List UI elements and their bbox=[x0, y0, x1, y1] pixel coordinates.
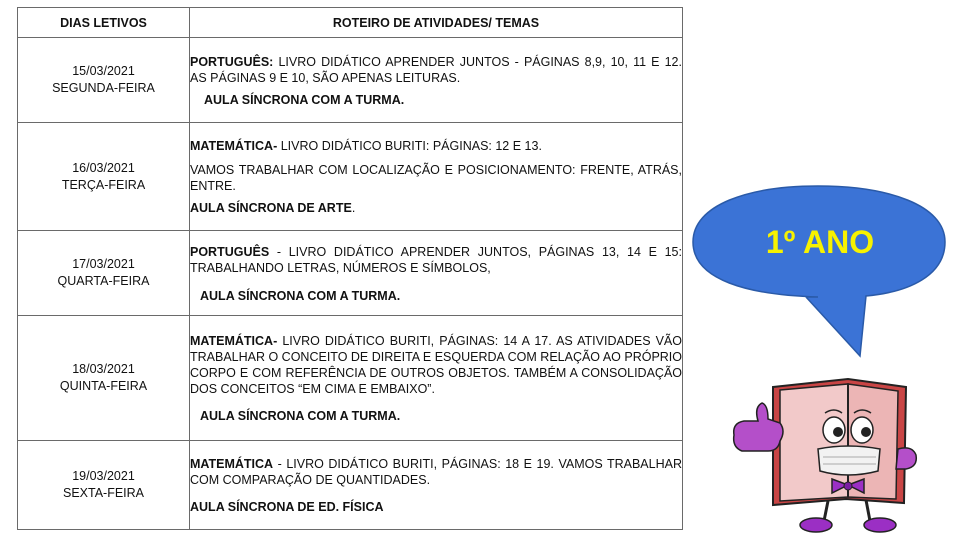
weekday: SEXTA-FEIRA bbox=[62, 486, 145, 500]
date-cell bbox=[18, 123, 190, 231]
activity-cell bbox=[190, 316, 683, 441]
table-row bbox=[18, 441, 683, 530]
date: 17/03/2021 bbox=[72, 257, 135, 271]
table-row bbox=[18, 231, 683, 316]
activity-text: LIVRO DIDÁTICO BURITI: PÁGINAS: 12 E 13. bbox=[280, 139, 542, 153]
sync-note: AULA SÍNCRONA COM A TURMA. bbox=[200, 288, 401, 303]
activity-text: LIVRO DIDÁTICO APRENDER JUNTOS - PÁGINAS 8,9, 10, 11 E 12. AS PÁGINAS 9 E 10, SÃO APENAS LEITURAS. bbox=[190, 54, 682, 85]
bubble-shape bbox=[693, 186, 945, 356]
table-header-row bbox=[18, 8, 683, 38]
subject: MATEMÁTICA- bbox=[190, 139, 278, 153]
weekday: QUARTA-FEIRA bbox=[57, 274, 150, 288]
date: 16/03/2021 bbox=[72, 160, 135, 175]
speech-bubble bbox=[688, 180, 958, 370]
subject: MATEMÁTICA- bbox=[190, 334, 278, 348]
activity-text: - LIVRO DIDÁTICO APRENDER JUNTOS, PÁGINAS 13, 14 E 15: TRABALHANDO LETRAS, NÚMEROS E SÍMBOLOS, bbox=[190, 244, 682, 275]
activity-text: - LIVRO DIDÁTICO BURITI, PÁGINAS: 18 E 19. VAMOS TRABALHAR COM COMPARAÇÃO DE QUANTIDADES. bbox=[190, 457, 682, 487]
date: 19/03/2021 bbox=[72, 469, 135, 483]
date-cell bbox=[18, 231, 190, 316]
activity-cell bbox=[190, 231, 683, 316]
header-days: DIAS LETIVOS bbox=[18, 8, 190, 38]
weekday: QUINTA-FEIRA bbox=[59, 379, 148, 393]
sync-note: AULA SÍNCRONA DE ARTE bbox=[190, 201, 352, 215]
table-row bbox=[18, 38, 683, 123]
weekday: TERÇA-FEIRA bbox=[61, 177, 146, 192]
subject: MATEMÁTICA bbox=[190, 457, 274, 471]
date-cell bbox=[18, 38, 190, 123]
header-activities: ROTEIRO DE ATIVIDADES/ TEMAS bbox=[190, 8, 683, 38]
schedule-table bbox=[17, 7, 683, 530]
weekday: SEGUNDA-FEIRA bbox=[52, 81, 155, 95]
activity-cell bbox=[190, 38, 683, 123]
grade-label: 1º ANO bbox=[765, 224, 875, 260]
subject: PORTUGUÊS: bbox=[190, 54, 274, 69]
date-cell bbox=[18, 316, 190, 441]
subject: PORTUGUÊS bbox=[190, 244, 270, 259]
activity-text: LIVRO DIDÁTICO BURITI, PÁGINAS: 14 A 17. AS ATIVIDADES VÃO TRABALHAR O CONCEITO DE DIREITA E ESQUERDA COM RELAÇÃO AO PRÓPRIO CORPO E COM REFERÊNCIA DE OUTROS OBJETOS. TAMBÉM A CONSOLIDAÇÃO DOS CONCEITOS “EM CIMA E EMBAIXO”. bbox=[190, 334, 682, 396]
sync-note: AULA SÍNCRONA COM A TURMA. bbox=[204, 92, 405, 107]
activity-cell: MATEMÁTICA- LIVRO DIDÁTICO BURITI: PÁGINAS: 12 E 13. VAMOS TRABALHAR COM LOCALIZAÇÃO E POSICIONAMENTO: FRENTE, ATRÁS, ENTRE. AULA SÍNCRONA DE ARTE. bbox=[190, 123, 683, 231]
sync-note: AULA SÍNCRONA COM A TURMA. bbox=[200, 409, 401, 423]
date: 15/03/2021 bbox=[72, 64, 135, 78]
table-row bbox=[18, 316, 683, 441]
date-cell bbox=[18, 441, 190, 530]
activity-cell bbox=[190, 441, 683, 530]
book-mascot-icon bbox=[728, 375, 948, 535]
table-row bbox=[18, 123, 683, 231]
activity-extra: VAMOS TRABALHAR COM LOCALIZAÇÃO E POSICIONAMENTO: FRENTE, ATRÁS, ENTRE. bbox=[190, 163, 682, 193]
sync-note: AULA SÍNCRONA DE ED. FÍSICA bbox=[190, 500, 384, 514]
date: 18/03/2021 bbox=[72, 362, 135, 376]
